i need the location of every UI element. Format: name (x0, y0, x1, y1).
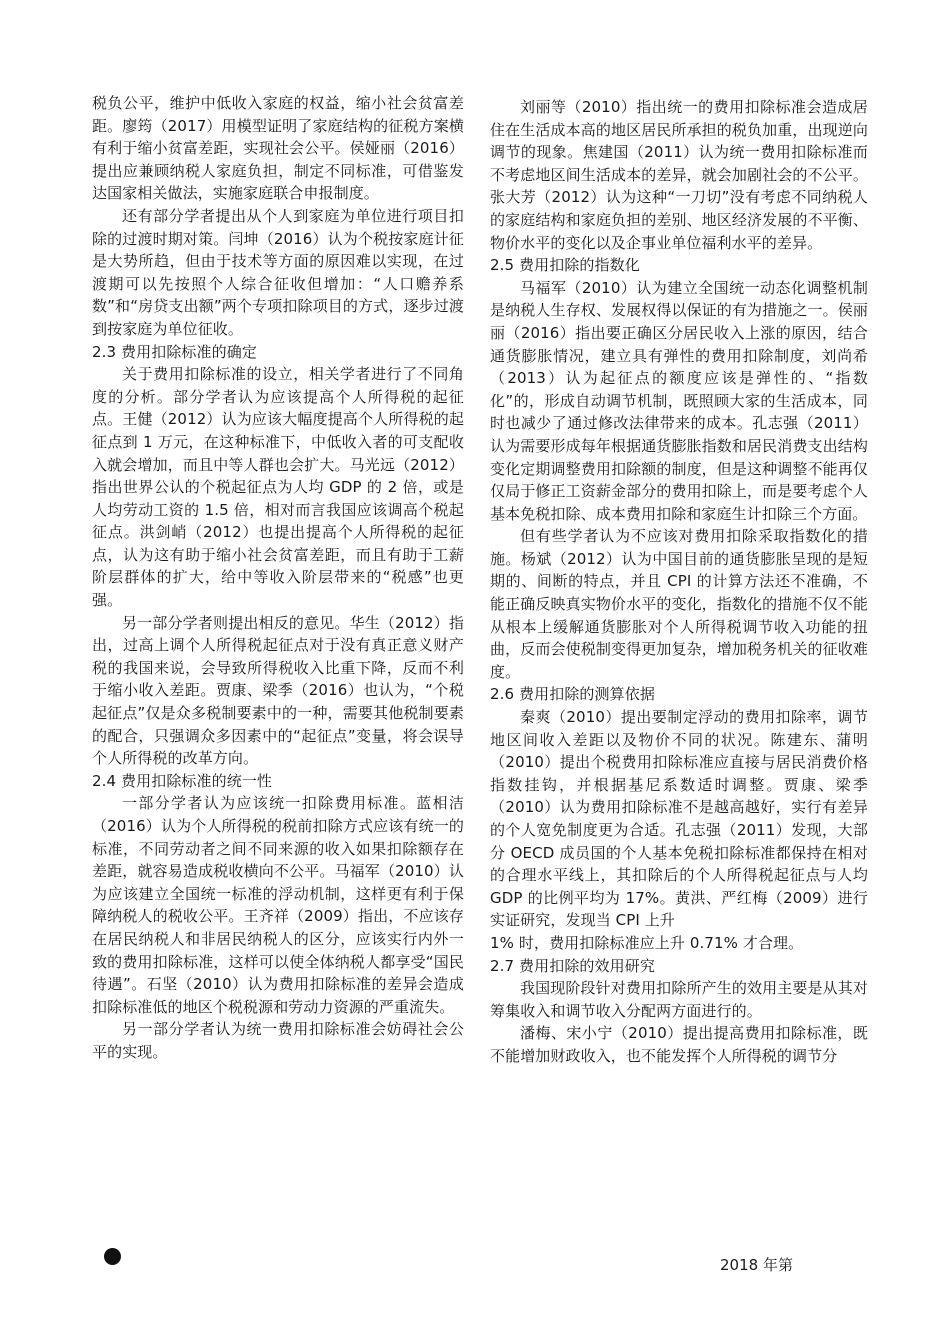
paragraph: 1% 时，费用扣除标准应上升 0.71% 才合理。 (490, 933, 804, 952)
paragraph: 另一部分学者认为统一费用扣除标准会妨碍社会公平的实现。 (92, 1020, 464, 1061)
paragraph: 马福军（2010）认为建立全国统一动态化调整机制是纳税人生存权、发展权得以保证的有为措施之一。侯丽丽（2016）指出要正确区分居民收入上涨的原因，结合通货膨胀情况，建立具有弹性的费用扣除制度，刘尚希（2013）认为起征点的额度应该是弹性的、“指数化”的，形成自动调节机制，既照顾大家的生活成本，同时也减少了通过修改法律带来的成本。孔志强（2011）认为需要形成每年根据通货膨胀指数和居民消费支出结构变化定期调整费用扣除额的制度，但是这种调整不能再仅仅局于修正工资薪金部分的费用扣除上，而是要考虑个人基本免税扣除、成本费用扣除和家庭生计扣除三个方面。 (490, 278, 868, 523)
paragraph: 另一部分学者则提出相反的意见。华生（2012）指出，过高上调个人所得税起征点对于没有真正意义财产税的我国来说，会导致所得税收入比重下降，反而不利于缩小收入差距。贾康、梁季（2016）也认为，“个税起征点”仅是众多税制要素中的一种，需要其他税制要素的配合，只强调众多因素中的“起征点”变量，将会误导个人所得税的改革方向。 (92, 613, 464, 768)
section-heading-2-6: 2.6 费用扣除的测算依据 (490, 685, 655, 704)
paragraph: 但有些学者认为不应该对费用扣除采取指数化的措施。杨斌（2012）认为中国目前的通货膨胀呈现的是短期的、间断的特点，并且 CPI 的计算方法还不准确，不能正确反映真实物价水平的变化，指数化的措施不仅不能从根本上缓解通货膨胀对个人所得税调节收入功能的扭曲，反而会使税制变得更加复杂，增加税务机关的征收难度。 (490, 527, 868, 681)
section-heading-2-7: 2.7 费用扣除的效用研究 (490, 956, 655, 975)
section-heading-2-5: 2.5 费用扣除的指数化 (490, 256, 640, 275)
paragraph: 秦爽（2010）提出要制定浮动的费用扣除率，调节地区间收入差距以及物价不同的状况。陈建东、蒲明（2010）提出个税费用扣除标准应直接与居民消费价格指数挂钩，并根据基尼系数适时调整。贾康、梁季（2010）认为费用扣除标准不是越高越好，实行有差异的个人宽免制度更为合适。孔志强（2011）发现，大部分 OECD 成员国的个人基本免税扣除标准都保持在相对的合理水平线上，其扣除后的个人所得税起征点与人均 GDP 的比例平均为 17%。黄洪、严红梅（2009）进行实证研究，发现当 CPI 上升 (490, 708, 868, 930)
paragraph: 我国现阶段针对费用扣除所产生的效用主要是从其对筹集收入和调节收入分配两方面进行的。 (490, 979, 868, 1020)
left-column (92, 92, 464, 1064)
paragraph: 刘丽等（2010）指出统一的费用扣除标准会造成居住在生活成本高的地区居民所承担的税负加重，出现逆向调节的现象。焦建国（2011）认为统一费用扣除标准而不考虑地区间生活成本的差异，就会加剧社会的不公平。张大芳（2012）认为这种“一刀切”没有考虑不同纳税人的家庭结构和家庭负担的差别、地区经济发展的不平衡、物价水平的变化以及企事业单位福利水平的差异。 (490, 98, 868, 252)
section-heading-2-4: 2.4 费用扣除标准的统一性 (92, 771, 273, 790)
footer-year-text: 2018 年第 (720, 1256, 793, 1274)
paragraph: 一部分学者认为应该统一扣除费用标准。蓝相洁（2016）认为个人所得税的税前扣除方式应该有统一的标准，不同劳动者之间不同来源的收入如果扣除额存在差距，就容易造成税收横向不公平。马福军（2010）认为应该建立全国统一标准的浮动机制，这样更有利于保障纳税人的税收公平。王齐祥（2009）指出，不应该存在居民纳税人和非居民纳税人的区分，应该实行内外一致的费用扣除标准，这样可以使全体纳税人都享受“国民待遇”。石坚（2010）认为费用扣除标准的差异会造成扣除标准低的地区个税税源和劳动力资源的严重流失。 (92, 794, 464, 1016)
paragraph: 还有部分学者提出从个人到家庭为单位进行项目扣除的过渡时期对策。闫坤（2016）认为个税按家庭计征是大势所趋，但由于技术等方面的原因难以实现，在过渡期可以先按照个人综合征收但增加：“人口赡养系数”和“房贷支出额”两个专项扣除项目的方式，逐步过渡到按家庭为单位征收。 (92, 206, 464, 338)
right-column (490, 92, 868, 1068)
paragraph: 关于费用扣除标准的设立，相关学者进行了不同角度的分析。部分学者认为应该提高个人所得税的起征点。王健（2012）认为应该大幅度提高个人所得税的起征点到 1 万元，在这种标准下，中低收入者的可支配收入就会增加，而且中等人群也会扩大。马光远（2012）指出世界公认的个税起征点为人均 GDP 的 2 倍，或是人均劳动工资的 1.5 倍，相对而言我国应该调高个税起征点。洪剑峭（2012）也提出提高个人所得税的起征点，认为这有助于缩小社会贫富差距，而且有助于工薪阶层群体的扩大，给中等收入阶层带来的“税感”也更强。 (92, 365, 464, 610)
footer-dot-icon (104, 1248, 121, 1265)
paragraph: 税负公平，维护中低收入家庭的权益，缩小社会贫富差距。廖筠（2017）用模型证明了家庭结构的征税方案横有利于缩小贫富差距，实现社会公平。侯娅丽（2016）提出应兼顾纳税人家庭负担，制定不同标准，可借鉴发达国家相关做法，实施家庭联合申报制度。 (92, 94, 464, 203)
section-heading-2-3: 2.3 费用扣除标准的确定 (92, 342, 257, 361)
paragraph: 潘梅、宋小宁（2010）提出提高费用扣除标准，既不能增加财政收入，也不能发挥个人所得税的调节分 (490, 1024, 868, 1065)
